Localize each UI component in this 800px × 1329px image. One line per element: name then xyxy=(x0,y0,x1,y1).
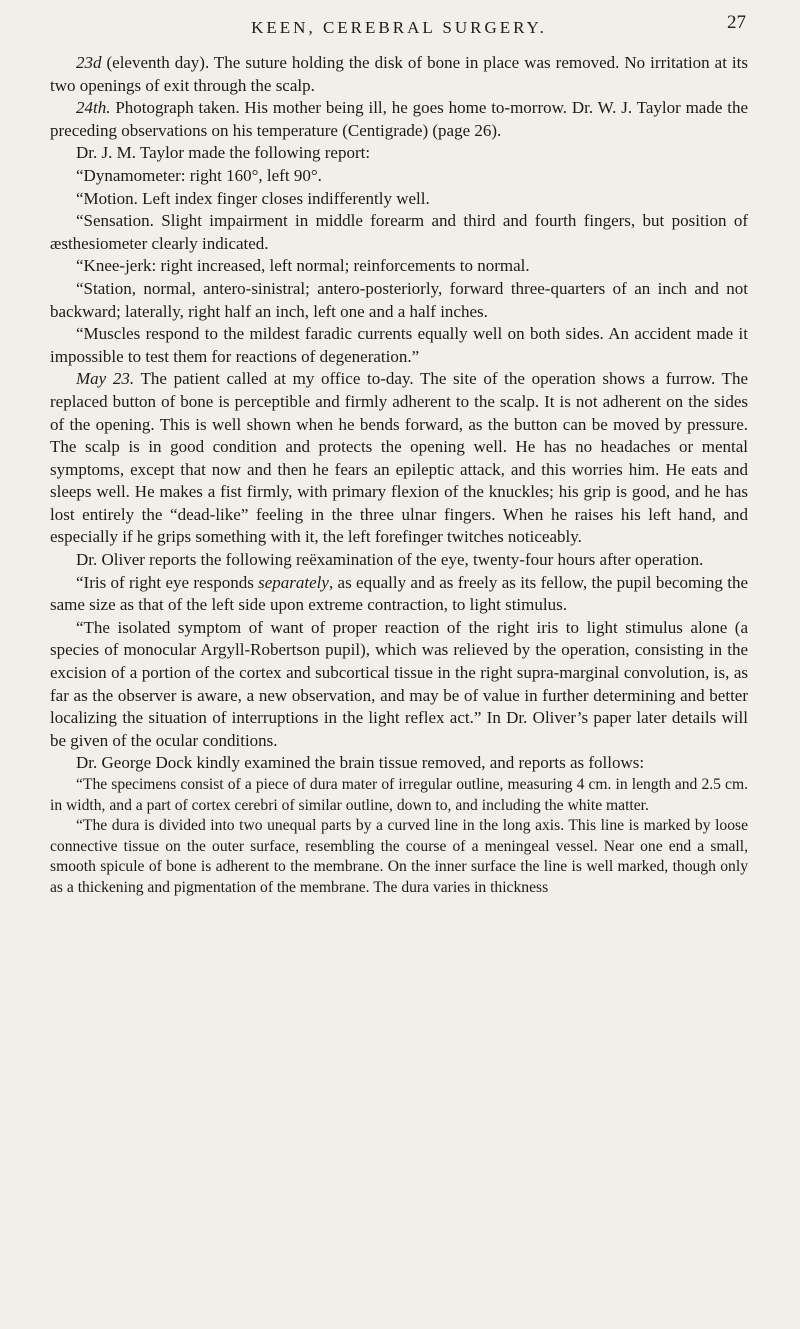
paragraph xyxy=(50,323,748,368)
report-paragraph: “The dura is divided into two unequal parts by a curved line in the long axis. This line is marked by loose connective tissue on the outer surface, resembling the course of a meningeal vessel. Near one end a small, smooth spicule of bone is adherent to the membrane. On the inner surface the line is well marked, though only as a thickening and pigmentation of the membrane. The dura varies in thickness xyxy=(50,817,748,896)
paragraph-text: “Motion. Left index finger closes indifferently well. xyxy=(76,188,430,208)
paragraph xyxy=(50,97,748,142)
paragraph-text: Dr. George Dock kindly examined the brain tissue removed, and reports as follows: xyxy=(76,753,645,773)
paragraph xyxy=(50,572,748,617)
paragraph-text: Photograph taken. His mother being ill, he goes home to-morrow. Dr. W. J. Taylor made the preceding observations on his temperature (Centigrade) (page 26). xyxy=(50,98,748,140)
paragraph-text: Dr. Oliver reports the following reëxamination of the eye, twenty-four hours after operation. xyxy=(76,550,704,570)
paragraph xyxy=(50,617,748,753)
paragraph-text: “Muscles respond to the mildest faradic currents equally well on both sides. An accident made it impossible to test them for reactions of degeneration.” xyxy=(50,324,748,366)
paragraph xyxy=(50,165,748,188)
paragraph xyxy=(50,210,748,255)
paragraph-lead: 23d xyxy=(76,53,102,72)
paragraph-text: The patient called at my office to-day. The site of the operation shows a furrow. The replaced button of bone is perceptible and firmly adherent to the scalp. It is not adherent on the sides of the opening. This is well shown when he bends forward, as the button can be moved by pressure. The scalp is in good condition and protects the opening well. He has no headaches or mental symptoms, except that now and then he fears an epileptic attack, and this worries him. He eats and sleeps well. He makes a fist firmly, with primary flexion of the knuckles; his grip is good, and he has lost entirely the “dead-like” feeling in the three ulnar fingers. When he raises his left hand, and especially if he grips something with it, the left forefinger twitches noticeably. xyxy=(50,369,748,547)
paragraph xyxy=(50,368,748,549)
paragraph xyxy=(50,142,748,165)
paragraph-text: “Station, normal, antero-sinistral; antero-posteriorly, forward three-quarters of an inch and not backward; laterally, right half an inch, left one and a half inches. xyxy=(50,278,748,321)
paragraph-text: “Knee-jerk: right increased, left normal; reinforcements to normal. xyxy=(76,256,530,276)
body-text xyxy=(50,52,748,899)
paragraph xyxy=(50,188,748,211)
paragraph xyxy=(50,549,748,572)
running-head xyxy=(50,0,748,52)
emphasis-text: separately xyxy=(258,572,329,592)
paragraph-text: Dr. J. M. Taylor made the following report: xyxy=(76,143,371,163)
paragraph-text: “Dynamometer: right 160°, left 90°. xyxy=(76,165,322,185)
paragraph xyxy=(50,278,748,323)
paragraph-text: (eleventh day). The suture holding the disk of bone in place was removed. No irritation at its two openings of exit through the scalp. xyxy=(50,53,748,95)
paragraph xyxy=(50,52,748,97)
paragraph-text: “The isolated symptom of want of proper reaction of the right iris to light stimulus alone (a species of monocular Argyll-Robertson pupil), which was relieved by the operation, consisting in the excision of a portion of the cortex and subcortical tissue in the right supra-marginal convolution, is, as far as the observer is aware, a new observation, and may be of value in further determining and better localizing the situation of interruptions in the light reflex act.” In Dr. Oliver’s paper later details will be given of the ocular conditions. xyxy=(50,617,748,750)
paragraph-text-tail: , as equally and as freely as its fellow, the pupil becoming the same size as that of the left side upon extreme contraction, to light stimulus. xyxy=(50,572,748,615)
page-number: 27 xyxy=(727,12,746,33)
running-title: KEEN, CEREBRAL SURGERY. xyxy=(251,18,547,37)
report-paragraph: “The specimens consist of a piece of dura mater of irregular outline, measuring 4 cm. in length and 2.5 cm. in width, and a part of cortex cerebri of similar outline, down to, and including the white matter. xyxy=(50,776,748,814)
paragraph xyxy=(50,255,748,278)
paragraph-lead: May 23. xyxy=(76,369,135,389)
pathology-report xyxy=(50,775,748,899)
paragraph-text: “Sensation. Slight impairment in middle forearm and third and fourth fingers, but position of æsthesiometer clearly indicated. xyxy=(50,211,748,253)
paragraph-text: “Iris of right eye responds xyxy=(76,572,259,592)
paragraph xyxy=(50,752,748,775)
paragraph-lead: 24th. xyxy=(76,98,111,118)
